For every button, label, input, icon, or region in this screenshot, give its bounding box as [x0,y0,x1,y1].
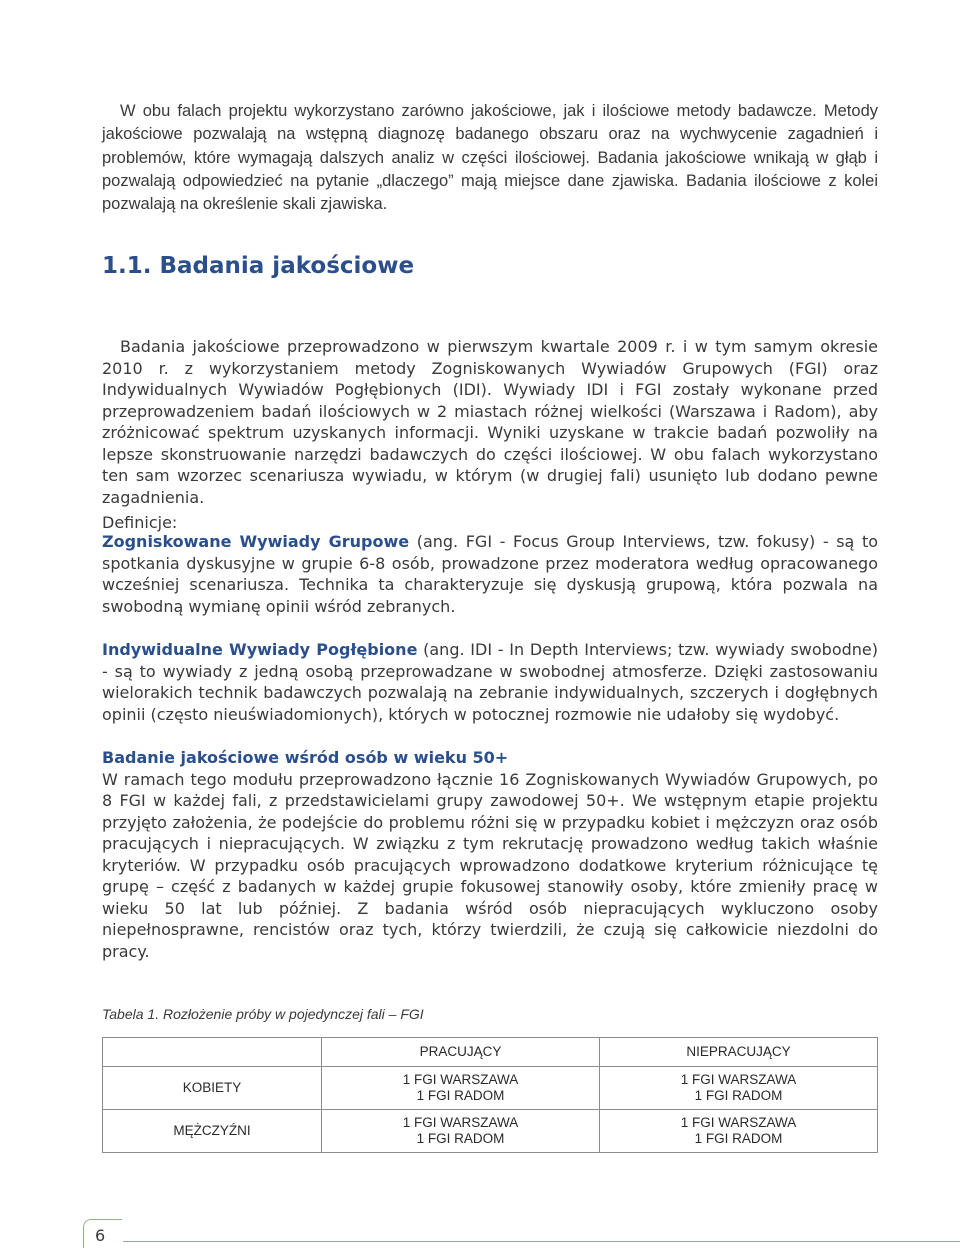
table-cell [322,1067,600,1110]
idi-text: (ang. IDI - In Depth Interviews; tzw. wywiady swobodne) - są to wywiady z jedną osobą przeprowadzane w swobodnej atmosferze. Dzięki zastosowaniu wielorakich technik badawczych pozwalają na zebranie indywidualnych, szczerych i dogłębnych opinii (często nieuświadomionych), których w potocznej rozmowie nie udałoby się wydobyć. [102,640,878,724]
cell-line: 1 FGI WARSZAWA [680,1071,797,1087]
table-header-cell: PRACUJĄCY [322,1038,600,1067]
table-cell [322,1110,600,1153]
sample-table [102,1037,878,1153]
cell-line: 1 FGI WARSZAWA [680,1114,797,1130]
cell-line: 1 FGI WARSZAWA [402,1114,519,1130]
table-cell [600,1110,878,1153]
cell-line: 1 FGI RADOM [694,1131,783,1146]
idi-term: Indywidualne Wywiady Pogłębione [102,640,418,659]
page-number: 6 [95,1226,106,1245]
cell-line: 1 FGI RADOM [694,1088,783,1103]
section-heading: 1.1. Badania jakościowe [102,253,415,279]
fgi-term: Zogniskowane Wywiady Grupowe [102,532,410,551]
table-header-cell [103,1038,322,1067]
row-label: MĘŻCZYŹNI [103,1110,322,1153]
row-label: KOBIETY [103,1067,322,1110]
fgi-text: (ang. FGI - Focus Group Interviews, tzw. fokusy) - są to spotkania dyskusyjne w grupie 6-8 osób, prowadzone przez moderatora według opracowanego wcześniej scenariusza. Technika ta charakteryzuje się dyskusją grupową, która pozwala na swobodną wymianę opinii wśród zebranych. [102,532,879,616]
study-section [102,747,878,962]
table-row [103,1110,878,1153]
table-header-cell: NIEPRACUJĄCY [600,1038,878,1067]
definitions-label: Definicje: [102,513,178,532]
study-text: W ramach tego modułu przeprowadzono łącznie 16 Zogniskowanych Wywiadów Grupowych, po 8 FGI w każdej fali, z przedstawicielami grupy zawodowej 50+. We wstępnym etapie projektu przyjęto założenia, że podejście do problemu różni się w przypadku kobiet i mężczyzn oraz osób pracujących i niepracujących. W związku z tym rekrutację prowadzono według takich właśnie kryteriów. W przypadku osób pracujących wprowadzono dodatkowe kryterium różnicujące tę grupę – część z badanych w każdej grupie fokusowej stanowiły osoby, które zmieniły pracę w wieku 50 lat lub później. Z badania wśród osób niepracujących wykluczono osoby niepełnosprawne, rencistów oraz tych, którzy twierdzili, że czują się całkowicie niezdolni do pracy. [102,769,878,961]
section-paragraph: Badania jakościowe przeprowadzono w pierwszym kwartale 2009 r. i w tym samym okresie 2010 r. z wykorzystaniem metody Zogniskowanych Wywiadów Grupowych (FGI) oraz Indywidualnych Wywiadów Pogłębionych (IDI). Wywiady IDI i FGI zostały wykonane przed przeprowadzeniem badań ilościowych w 2 miastach różnej wielkości (Warszawa i Radom), aby zróżnicować spektrum uzyskanych informacji. Wyniki uzyskane w trakcie badań pozwoliły na lepsze skonstruowanie narzędzi badawczych do części ilościowej. W obu falach wykorzystano ten sam wzorzec scenariusza wywiadu, w którym (w drugiej fali) usunięto lub dodano pewne zagadnienia. [102,337,878,507]
table-row [103,1067,878,1110]
footer-rule [123,1241,960,1242]
cell-line: 1 FGI RADOM [416,1131,505,1146]
idi-definition [102,639,878,725]
cell-line: 1 FGI RADOM [416,1088,505,1103]
table-header-row [103,1038,878,1067]
fgi-definition [102,531,878,617]
table-cell [600,1067,878,1110]
intro-paragraph: W obu falach projektu wykorzystano zarówno jakościowe, jak i ilościowe metody badawcze. Metody jakościowe pozwalają na wstępną diagnozę badanego obszaru oraz na wychwycenie zagadnień i problemów, które wymagają dalszych analiz w części ilościowej. Badania jakościowe wnikają w głąb i pozwalają odpowiedzieć na pytanie „dlaczego” mają miejsce dane zjawiska. Badania ilościowe z kolei pozwalają na określenie skali zjawiska. [102,102,878,214]
cell-line: 1 FGI WARSZAWA [402,1071,519,1087]
study-heading: Badanie jakościowe wśród osób w wieku 50+ [102,748,509,767]
table-caption: Tabela 1. Rozłożenie próby w pojedynczej fali – FGI [102,1006,424,1022]
